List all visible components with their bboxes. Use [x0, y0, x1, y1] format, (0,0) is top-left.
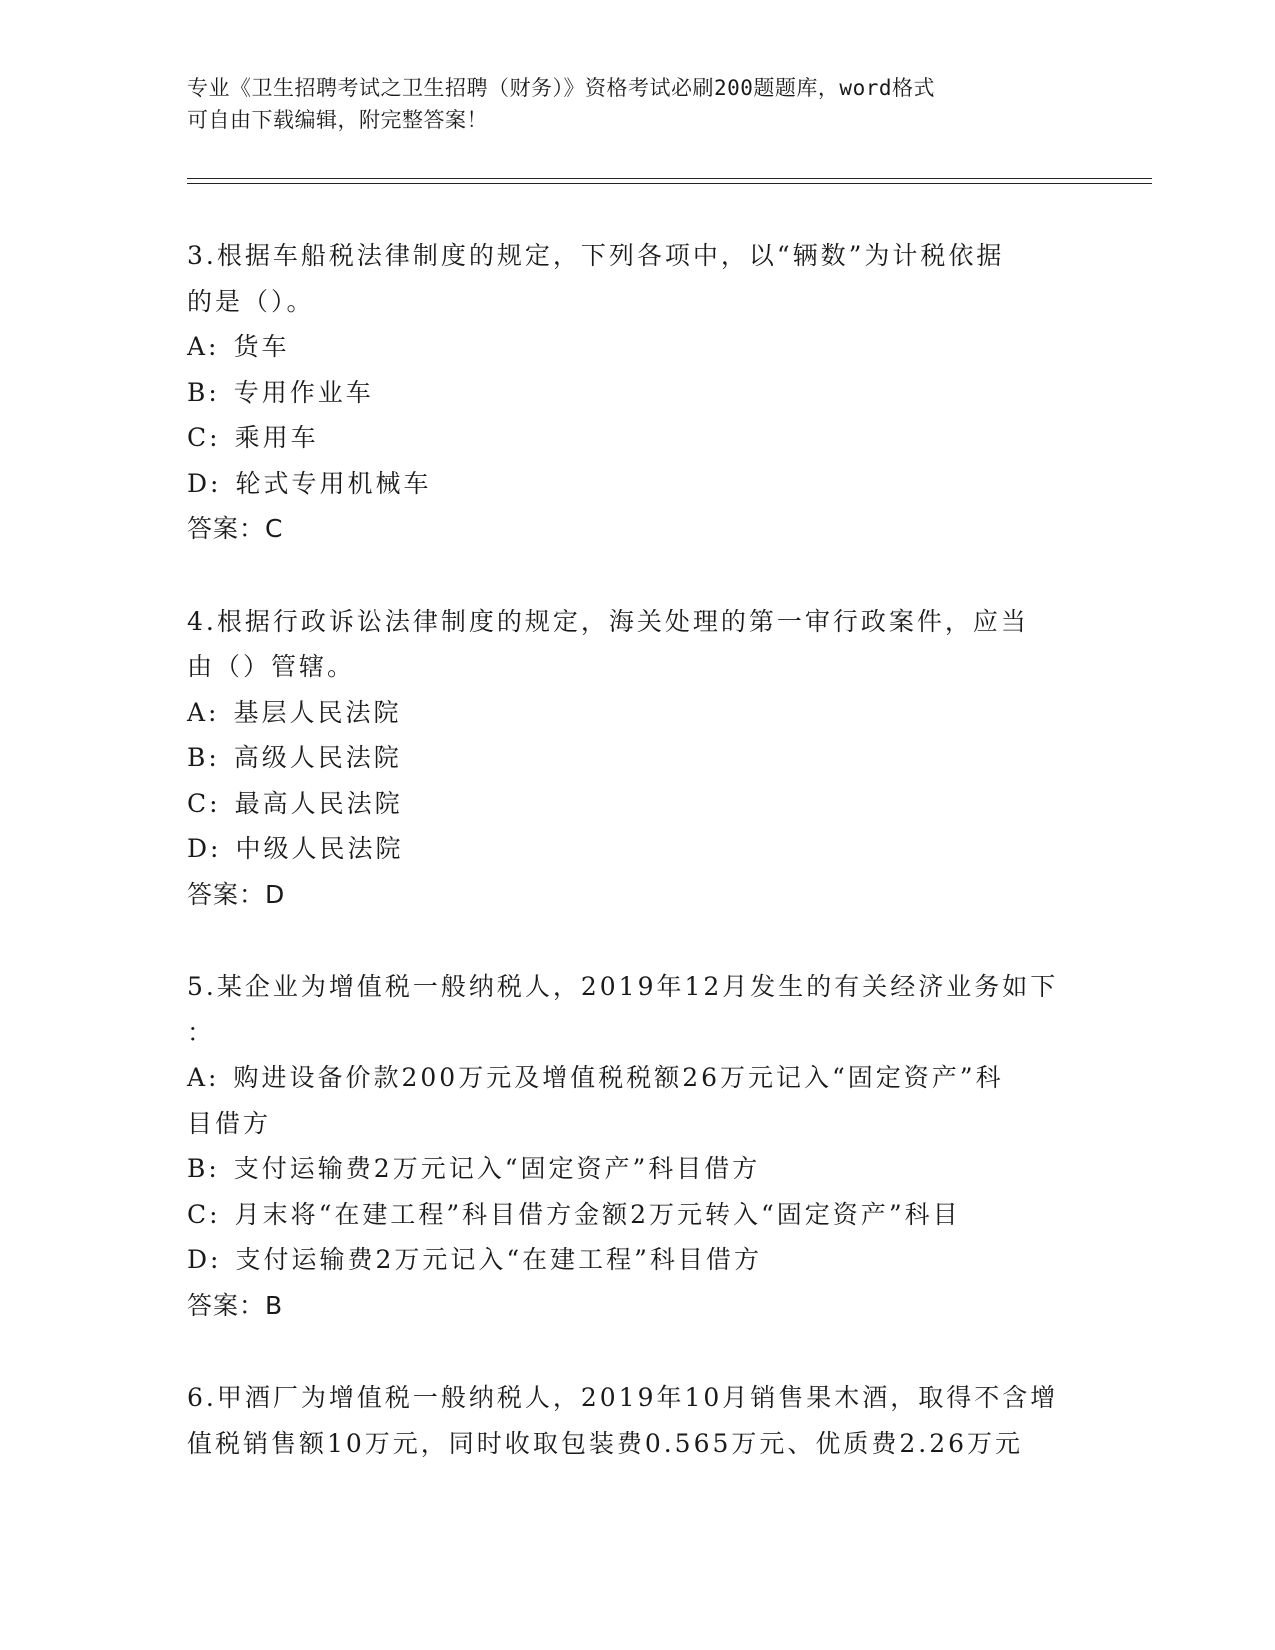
- option-key: D:: [187, 468, 222, 498]
- question-text-line: ：: [187, 1017, 216, 1047]
- question-text-line: 值税销售额10万元，同时收取包装费0.565万元、优质费2.26万元: [187, 1428, 1024, 1458]
- option-line: [187, 370, 1087, 416]
- option-key: A:: [187, 332, 220, 361]
- option-key: C:: [187, 788, 221, 818]
- option-text: 高级人民法院: [233, 743, 402, 772]
- option-text: 中级人民法院: [235, 834, 404, 863]
- option-text: 目借方: [187, 1108, 272, 1138]
- header-divider-bottom: [187, 183, 1152, 184]
- option-line: [187, 781, 1087, 827]
- option-text: 货车: [233, 332, 290, 361]
- option-line: [187, 324, 1087, 370]
- option-text: 乘用车: [234, 423, 319, 452]
- question-item: [187, 599, 1087, 918]
- answer-line: 答案：D: [187, 879, 286, 909]
- question-text-line: 6.甲酒厂为增值税一般纳税人，2019年10月销售果木酒，取得不含增: [187, 1383, 1059, 1412]
- option-line: [187, 735, 1087, 781]
- option-line: [187, 690, 1087, 736]
- question-text-line: 4.根据行政诉讼法律制度的规定，海关处理的第一审行政案件，应当: [187, 606, 1029, 636]
- option-key: C:: [187, 1199, 221, 1229]
- option-text: 轮式专用机械车: [235, 468, 432, 498]
- question-text-line: 由（）管辖。: [187, 652, 356, 681]
- question-item: [187, 233, 1087, 552]
- option-key: B:: [187, 377, 220, 407]
- option-key: A:: [187, 1063, 220, 1092]
- option-line: [187, 415, 1087, 461]
- option-key: B:: [187, 743, 220, 772]
- option-line: [187, 461, 1087, 507]
- option-key: D:: [187, 834, 222, 863]
- header-line-1: 专业《卫生招聘考试之卫生招聘（财务）》资格考试必刷200题题库，word格式: [187, 76, 935, 100]
- option-line: [187, 1192, 1087, 1238]
- question-item: [187, 964, 1087, 1328]
- option-line: [187, 826, 1087, 872]
- option-line: [187, 1055, 1087, 1101]
- option-text: 购进设备价款200万元及增值税税额26万元记入“固定资产”科: [233, 1063, 1004, 1092]
- option-text: 最高人民法院: [234, 788, 403, 818]
- question-text-line: 3.根据车船税法律制度的规定，下列各项中，以“辆数”为计税依据: [187, 241, 1005, 270]
- option-line: [187, 1237, 1087, 1283]
- option-text: 基层人民法院: [233, 697, 402, 727]
- option-text: 支付运输费2万元记入“固定资产”科目借方: [233, 1154, 761, 1183]
- question-item: [187, 1375, 1087, 1466]
- option-line: [187, 1101, 1087, 1147]
- question-text-line: 5.某企业为增值税一般纳税人，2019年12月发生的有关经济业务如下: [187, 972, 1059, 1001]
- header-divider-top: [187, 178, 1152, 179]
- option-line: [187, 1146, 1087, 1192]
- option-text: 支付运输费2万元记入“在建工程”科目借方: [235, 1245, 762, 1274]
- answer-line: 答案：B: [187, 1290, 284, 1320]
- question-text-line: 的是（）。: [187, 286, 315, 316]
- answer-line: 答案：C: [187, 514, 284, 543]
- question-list: [187, 233, 1087, 1513]
- header-line-2: 可自由下载编辑，附完整答案！: [187, 108, 488, 132]
- option-text: 专用作业车: [233, 377, 374, 407]
- document-header: [187, 72, 1067, 136]
- option-key: D:: [187, 1245, 222, 1274]
- option-key: A:: [187, 697, 220, 727]
- option-key: B:: [187, 1154, 220, 1183]
- option-text: 月末将“在建工程”科目借方金额2万元转入“固定资产”科目: [234, 1199, 961, 1229]
- option-key: C:: [187, 423, 221, 452]
